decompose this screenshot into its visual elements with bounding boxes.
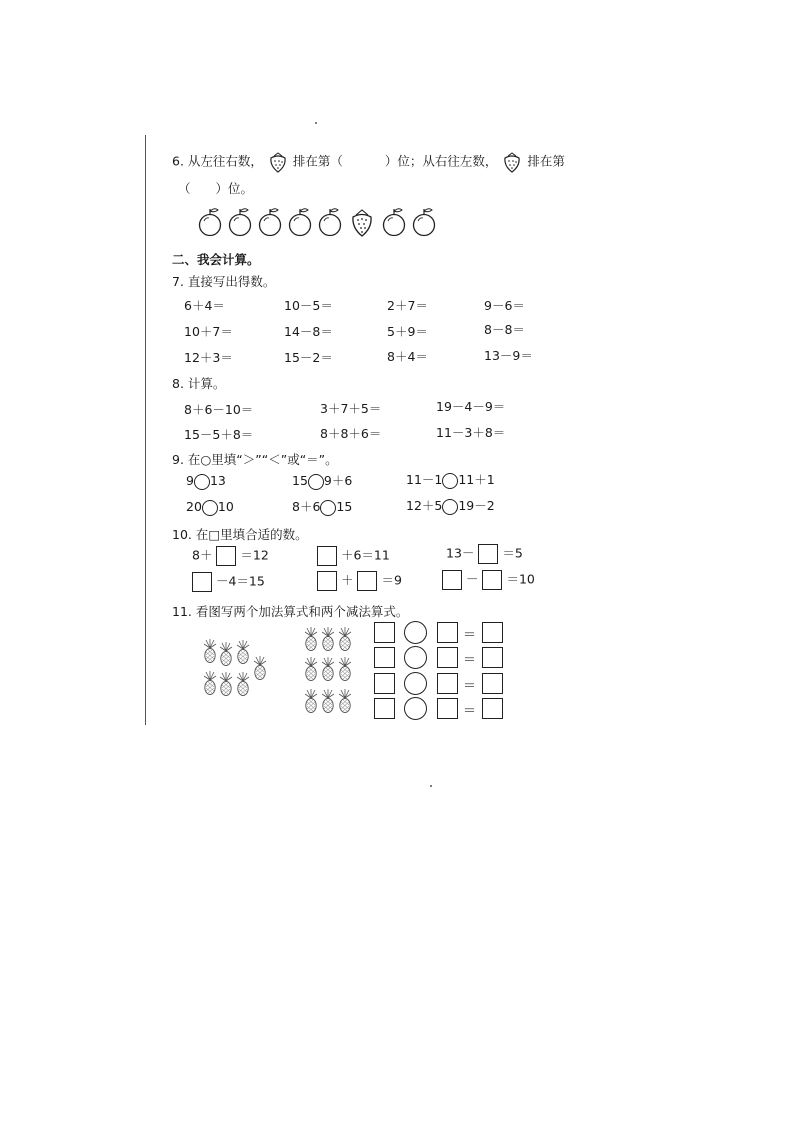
q9-item: [186, 473, 226, 490]
pineapple-icon: [304, 656, 318, 686]
operator-circle[interactable]: [404, 672, 427, 695]
q10-item-c: [446, 544, 523, 564]
pineapple-icon: [304, 626, 318, 656]
strawberry-icon: [267, 151, 289, 173]
q9-right: 10: [217, 499, 234, 514]
answer-box[interactable]: [482, 698, 503, 719]
pineapple-icon: [321, 688, 335, 718]
q8-cell: 15－5＋8＝: [184, 427, 254, 442]
answer-box[interactable]: [478, 544, 498, 564]
q9-right: 19－2: [458, 498, 495, 513]
answer-box[interactable]: [437, 673, 458, 694]
operator-circle[interactable]: [404, 621, 427, 644]
q10-text: 8＋: [192, 547, 213, 563]
answer-box[interactable]: [374, 647, 395, 668]
answer-box[interactable]: [482, 673, 503, 694]
answer-box[interactable]: [442, 570, 462, 590]
answer-box[interactable]: [317, 546, 337, 566]
q6-line2: （ ）位。: [178, 181, 254, 196]
equals-sign: ＝: [463, 653, 477, 668]
q9-item: [406, 498, 495, 515]
q9-left: 15: [292, 473, 308, 488]
strawberry-icon: [350, 206, 374, 242]
q8-title: 8. 计算。: [172, 376, 226, 391]
q10-text: ＝10: [506, 571, 535, 587]
q7-title: 7. 直接写出得数。: [172, 274, 276, 289]
compare-circle[interactable]: [202, 500, 218, 516]
q9-right: 13: [209, 473, 226, 488]
q9-item: [186, 499, 234, 516]
q7-cell: 8－8＝: [484, 322, 525, 337]
apple-icon: [412, 206, 436, 242]
q10-item-d: [192, 572, 265, 592]
pineapple-icon: [236, 671, 250, 701]
q7-cell: 10＋7＝: [184, 324, 233, 339]
q7-cell: 10－5＝: [284, 298, 333, 313]
pineapple-icon: [219, 671, 233, 701]
scan-speck: [430, 785, 432, 787]
q8-cell: 8＋6－10＝: [184, 402, 254, 417]
q7-cell: 13－9＝: [484, 348, 533, 363]
apple-icon: [382, 206, 406, 242]
q9-item: [292, 499, 352, 516]
q7-cell: 9－6＝: [484, 298, 525, 313]
apple-icon: [288, 206, 312, 242]
q10-item-a: [192, 546, 269, 566]
pineapple-icon: [203, 638, 217, 668]
pineapple-icon: [253, 655, 267, 685]
apple-icon: [198, 206, 222, 242]
q10-text: ＝5: [502, 545, 523, 561]
q8-cell: 3＋7＋5＝: [320, 401, 382, 416]
equals-sign: ＝: [463, 628, 477, 643]
answer-box[interactable]: [482, 647, 503, 668]
answer-box[interactable]: [437, 698, 458, 719]
q10-text: 13－: [446, 545, 475, 561]
q10-item-b: [317, 546, 390, 566]
q9-item: [292, 473, 352, 490]
compare-circle[interactable]: [320, 500, 336, 516]
compare-circle[interactable]: [308, 474, 324, 490]
q9-left: 20: [186, 499, 202, 514]
answer-box[interactable]: [437, 647, 458, 668]
pineapple-icon: [338, 626, 352, 656]
q6-line1: [172, 151, 565, 173]
q8-cell: 11－3＋8＝: [436, 425, 506, 440]
q9-left: 12＋5: [406, 498, 443, 513]
pineapple-icon: [338, 688, 352, 718]
q10-text: ＋: [340, 572, 354, 588]
q10-text: －: [465, 571, 479, 587]
apple-icon: [258, 206, 282, 242]
q7-cell: 15－2＝: [284, 350, 333, 365]
compare-circle[interactable]: [194, 474, 210, 490]
q10-item-f: [442, 570, 535, 590]
q9-right: 9＋6: [323, 473, 353, 488]
q6-text-d: 排在第: [527, 153, 565, 169]
q7-cell: 14－8＝: [284, 324, 333, 339]
q7-cell: 12＋3＝: [184, 350, 233, 365]
q9-left: 8＋6: [292, 499, 321, 514]
answer-box[interactable]: [357, 571, 377, 591]
equals-sign: ＝: [463, 679, 477, 694]
answer-box[interactable]: [374, 698, 395, 719]
q10-text: ＋6＝11: [340, 547, 390, 563]
q8-cell: 19－4－9＝: [436, 399, 506, 414]
answer-box[interactable]: [482, 622, 503, 643]
q9-right: 15: [336, 499, 353, 514]
q7-cell: 5＋9＝: [387, 324, 428, 339]
q10-title: 10. 在□里填合适的数。: [172, 527, 308, 542]
answer-box[interactable]: [482, 570, 502, 590]
pineapple-icon: [304, 688, 318, 718]
pineapple-icon: [321, 656, 335, 686]
answer-box[interactable]: [374, 673, 395, 694]
answer-box[interactable]: [216, 546, 236, 566]
compare-circle[interactable]: [442, 499, 458, 515]
q6-text-b: 排在第（: [292, 153, 343, 169]
operator-circle[interactable]: [404, 697, 427, 720]
pineapple-icon: [338, 656, 352, 686]
q10-text: －4＝15: [215, 573, 265, 589]
q6-text-a: 6. 从左往右数，: [172, 153, 263, 169]
q10-text: ＝12: [240, 547, 269, 563]
answer-box[interactable]: [192, 572, 212, 592]
scan-speck: [315, 122, 317, 124]
q8-cell: 8＋8＋6＝: [320, 426, 382, 441]
equals-sign: ＝: [463, 704, 477, 719]
pineapple-icon: [203, 670, 217, 700]
q9-right: 11＋1: [458, 472, 495, 487]
compare-circle[interactable]: [442, 473, 458, 489]
q10-text: ＝9: [381, 572, 402, 588]
strawberry-icon: [501, 151, 523, 173]
q11-title: 11. 看图写两个加法算式和两个减法算式。: [172, 604, 409, 619]
q7-cell: 2＋7＝: [387, 298, 428, 313]
answer-box[interactable]: [317, 571, 337, 591]
section-title: 二、我会计算。: [172, 252, 260, 267]
apple-icon: [228, 206, 252, 242]
q9-left: 11－1: [406, 472, 443, 487]
q7-cell: 8＋4＝: [387, 349, 428, 364]
pineapple-icon: [236, 639, 250, 669]
q6-text-c: ）位；从右往左数，: [384, 153, 498, 169]
page-margin-line: [145, 135, 146, 725]
q7-cell: 6＋4＝: [184, 298, 225, 313]
pineapple-icon: [219, 641, 233, 671]
answer-box[interactable]: [437, 622, 458, 643]
answer-box[interactable]: [374, 622, 395, 643]
apple-icon: [318, 206, 342, 242]
q9-title: 9. 在○里填“＞”“＜”或“＝”。: [172, 452, 338, 467]
operator-circle[interactable]: [404, 646, 427, 669]
q9-left: 9: [186, 473, 194, 488]
q9-item: [406, 472, 495, 489]
q10-item-e: [317, 571, 402, 591]
pineapple-icon: [321, 626, 335, 656]
